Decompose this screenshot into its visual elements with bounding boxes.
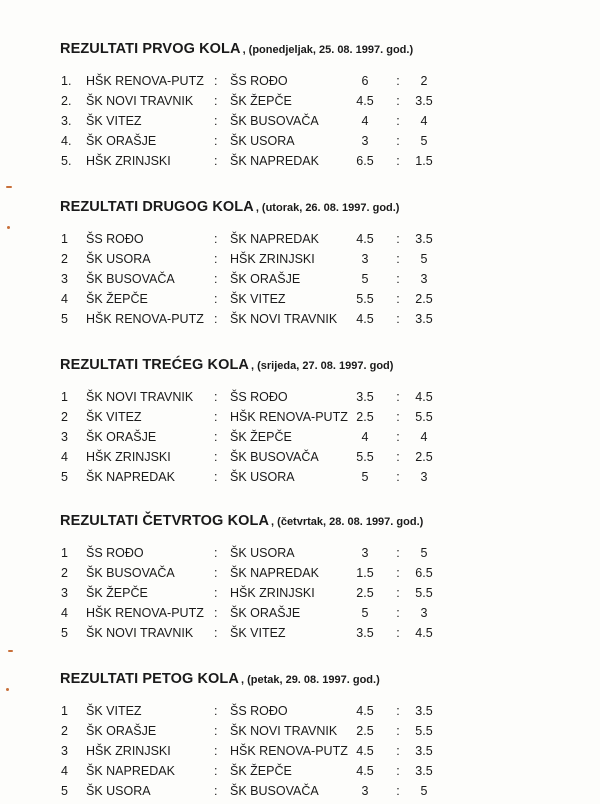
team-separator: : <box>214 312 218 326</box>
team-separator: : <box>214 606 218 620</box>
score-separator: : <box>396 410 400 424</box>
away-score: 6.5 <box>415 566 433 580</box>
round-heading <box>60 670 380 688</box>
away-score: 4.5 <box>415 626 433 640</box>
away-score: 5 <box>420 784 428 798</box>
team-separator: : <box>214 546 218 560</box>
away-team: ŠK VITEZ <box>230 626 286 640</box>
match-row <box>0 744 600 764</box>
away-score: 3.5 <box>415 744 433 758</box>
home-score: 3.5 <box>356 390 374 404</box>
away-team: ŠK USORA <box>230 470 295 484</box>
away-score: 5.5 <box>415 724 433 738</box>
away-team: ŠK NAPREDAK <box>230 232 319 246</box>
match-row <box>0 134 600 154</box>
match-number: 1 <box>61 390 68 404</box>
scan-mark <box>6 688 9 691</box>
home-team: HŠK RENOVA-PUTZ <box>86 312 204 326</box>
home-score: 4.5 <box>356 744 374 758</box>
home-score: 3 <box>361 784 369 798</box>
match-number: 5 <box>61 784 68 798</box>
score-separator: : <box>396 764 400 778</box>
match-row <box>0 704 600 724</box>
team-separator: : <box>214 134 218 148</box>
home-team: ŠS ROĐO <box>86 546 144 560</box>
away-score: 4 <box>420 114 428 128</box>
match-row <box>0 626 600 646</box>
away-score: 3.5 <box>415 764 433 778</box>
home-score: 2.5 <box>356 724 374 738</box>
match-row <box>0 586 600 606</box>
score-separator: : <box>396 94 400 108</box>
team-separator: : <box>214 272 218 286</box>
home-score: 3 <box>361 252 369 266</box>
away-team: ŠK ORAŠJE <box>230 606 301 620</box>
team-separator: : <box>214 470 218 484</box>
round-title: REZULTATI TREĆEG KOLA <box>60 357 249 373</box>
away-score: 5.5 <box>415 586 433 600</box>
match-number: 3 <box>61 272 68 286</box>
score-separator: : <box>396 724 400 738</box>
away-team: ŠK NAPREDAK <box>230 566 319 580</box>
home-team: HŠK RENOVA-PUTZ <box>86 74 204 88</box>
match-row <box>0 232 600 252</box>
score-separator: : <box>396 546 400 560</box>
home-team: ŠS ROĐO <box>86 232 144 246</box>
team-separator: : <box>214 704 218 718</box>
score-separator: : <box>396 606 400 620</box>
away-score: 5 <box>420 252 428 266</box>
home-score: 4.5 <box>356 704 374 718</box>
match-number: 3 <box>61 430 68 444</box>
team-separator: : <box>214 724 218 738</box>
away-team: HŠK ZRINJSKI <box>230 586 315 600</box>
team-separator: : <box>214 410 218 424</box>
home-score: 5 <box>361 272 369 286</box>
round-date: , (utorak, 26. 08. 1997. god.) <box>255 202 400 214</box>
match-row <box>0 390 600 410</box>
score-separator: : <box>396 784 400 798</box>
score-separator: : <box>396 232 400 246</box>
away-score: 3 <box>420 272 428 286</box>
score-separator: : <box>396 586 400 600</box>
score-separator: : <box>396 566 400 580</box>
home-score: 2.5 <box>356 586 374 600</box>
home-team: ŠK NOVI TRAVNIK <box>86 390 194 404</box>
round-date: , (srijeda, 27. 08. 1997. god) <box>250 360 394 372</box>
match-number: 2 <box>61 410 68 424</box>
away-team: ŠS ROĐO <box>230 390 288 404</box>
away-score: 4.5 <box>415 390 433 404</box>
away-team: ŠS ROĐO <box>230 704 288 718</box>
home-team: ŠK VITEZ <box>86 704 142 718</box>
scan-mark <box>6 186 12 188</box>
match-number: 5 <box>61 312 68 326</box>
away-team: ŠK USORA <box>230 134 295 148</box>
home-score: 4 <box>361 114 369 128</box>
score-separator: : <box>396 272 400 286</box>
away-team: ŠK NOVI TRAVNIK <box>230 724 338 738</box>
home-team: HŠK ZRINJSKI <box>86 154 171 168</box>
away-score: 5.5 <box>415 410 433 424</box>
team-separator: : <box>214 450 218 464</box>
match-number: 5 <box>61 470 68 484</box>
team-separator: : <box>214 586 218 600</box>
match-row <box>0 114 600 134</box>
match-number: 1 <box>61 704 68 718</box>
away-team: ŠK BUSOVAČA <box>230 784 319 798</box>
home-team: ŠK NAPREDAK <box>86 470 175 484</box>
home-score: 5.5 <box>356 292 374 306</box>
match-number: 3 <box>61 744 68 758</box>
away-team: ŠK NAPREDAK <box>230 154 319 168</box>
round-title: REZULTATI PETOG KOLA <box>60 671 239 687</box>
away-team: ŠK ŽEPČE <box>230 94 292 108</box>
scan-mark <box>7 226 10 229</box>
match-number: 1. <box>61 74 72 88</box>
round-heading <box>60 198 399 216</box>
home-score: 4.5 <box>356 312 374 326</box>
away-score: 3.5 <box>415 94 433 108</box>
home-score: 4.5 <box>356 94 374 108</box>
match-row <box>0 450 600 470</box>
home-team: ŠK ORAŠJE <box>86 134 157 148</box>
match-row <box>0 154 600 174</box>
home-team: ŠK BUSOVAČA <box>86 566 175 580</box>
team-separator: : <box>214 154 218 168</box>
match-row <box>0 470 600 490</box>
score-separator: : <box>396 470 400 484</box>
team-separator: : <box>214 764 218 778</box>
round-heading <box>60 40 413 58</box>
score-separator: : <box>396 744 400 758</box>
team-separator: : <box>214 784 218 798</box>
home-team: ŠK USORA <box>86 784 151 798</box>
match-number: 1 <box>61 546 68 560</box>
match-row <box>0 74 600 94</box>
home-score: 3 <box>361 546 369 560</box>
home-score: 6.5 <box>356 154 374 168</box>
away-team: ŠK USORA <box>230 546 295 560</box>
away-team: ŠK ŽEPČE <box>230 430 292 444</box>
away-team: ŠK ORAŠJE <box>230 272 301 286</box>
match-number: 4 <box>61 292 68 306</box>
home-team: ŠK BUSOVAČA <box>86 272 175 286</box>
home-score: 4 <box>361 430 369 444</box>
home-score: 4.5 <box>356 764 374 778</box>
home-team: HŠK RENOVA-PUTZ <box>86 606 204 620</box>
away-score: 2.5 <box>415 292 433 306</box>
round-heading <box>60 356 393 374</box>
home-team: ŠK VITEZ <box>86 114 142 128</box>
team-separator: : <box>214 566 218 580</box>
away-team: HŠK RENOVA-PUTZ <box>230 744 348 758</box>
match-number: 1 <box>61 232 68 246</box>
match-row <box>0 764 600 784</box>
home-score: 5 <box>361 606 369 620</box>
score-separator: : <box>396 292 400 306</box>
scan-mark <box>8 650 13 652</box>
team-separator: : <box>214 114 218 128</box>
match-row <box>0 606 600 626</box>
team-separator: : <box>214 94 218 108</box>
round-date: , (četvrtak, 28. 08. 1997. god.) <box>271 516 424 528</box>
away-score: 5 <box>420 546 428 560</box>
home-team: ŠK ORAŠJE <box>86 430 157 444</box>
home-score: 4.5 <box>356 232 374 246</box>
away-team: HŠK RENOVA-PUTZ <box>230 410 348 424</box>
team-separator: : <box>214 292 218 306</box>
match-row <box>0 272 600 292</box>
score-separator: : <box>396 134 400 148</box>
round-title: REZULTATI PRVOG KOLA <box>60 41 241 57</box>
score-separator: : <box>396 626 400 640</box>
away-team: ŠK BUSOVAČA <box>230 450 319 464</box>
away-score: 3.5 <box>415 312 433 326</box>
match-number: 2 <box>61 252 68 266</box>
score-separator: : <box>396 450 400 464</box>
away-team: ŠK BUSOVAČA <box>230 114 319 128</box>
home-team: ŠK ŽEPČE <box>86 586 148 600</box>
away-team: HŠK ZRINJSKI <box>230 252 315 266</box>
round-title: REZULTATI DRUGOG KOLA <box>60 199 254 215</box>
team-separator: : <box>214 430 218 444</box>
match-number: 3. <box>61 114 72 128</box>
home-team: ŠK NOVI TRAVNIK <box>86 626 194 640</box>
away-score: 5 <box>420 134 428 148</box>
match-row <box>0 566 600 586</box>
score-separator: : <box>396 74 400 88</box>
match-row <box>0 430 600 450</box>
away-score: 3.5 <box>415 232 433 246</box>
match-number: 2 <box>61 724 68 738</box>
match-number: 3 <box>61 586 68 600</box>
home-team: ŠK VITEZ <box>86 410 142 424</box>
team-separator: : <box>214 252 218 266</box>
home-score: 3.5 <box>356 626 374 640</box>
score-separator: : <box>396 704 400 718</box>
away-score: 2 <box>420 74 428 88</box>
home-score: 1.5 <box>356 566 374 580</box>
match-number: 2. <box>61 94 72 108</box>
away-team: ŠK ŽEPČE <box>230 764 292 778</box>
score-separator: : <box>396 252 400 266</box>
away-team: ŠK NOVI TRAVNIK <box>230 312 338 326</box>
match-number: 4 <box>61 764 68 778</box>
away-score: 4 <box>420 430 428 444</box>
round-date: , (petak, 29. 08. 1997. god.) <box>240 674 380 686</box>
match-number: 4 <box>61 450 68 464</box>
home-team: ŠK ORAŠJE <box>86 724 157 738</box>
away-score: 3.5 <box>415 704 433 718</box>
away-team: ŠK VITEZ <box>230 292 286 306</box>
home-score: 5.5 <box>356 450 374 464</box>
away-score: 3 <box>420 606 428 620</box>
away-team: ŠS ROĐO <box>230 74 288 88</box>
team-separator: : <box>214 626 218 640</box>
team-separator: : <box>214 74 218 88</box>
round-date: , (ponedjeljak, 25. 08. 1997. god.) <box>242 44 414 56</box>
score-separator: : <box>396 390 400 404</box>
home-team: HŠK ZRINJSKI <box>86 450 171 464</box>
match-row <box>0 410 600 430</box>
match-row <box>0 292 600 312</box>
match-number: 4 <box>61 606 68 620</box>
round-title: REZULTATI ČETVRTOG KOLA <box>60 513 270 529</box>
away-score: 2.5 <box>415 450 433 464</box>
team-separator: : <box>214 232 218 246</box>
team-separator: : <box>214 744 218 758</box>
round-heading <box>60 512 423 530</box>
home-team: ŠK USORA <box>86 252 151 266</box>
score-separator: : <box>396 154 400 168</box>
match-row <box>0 252 600 272</box>
match-row <box>0 724 600 744</box>
match-row <box>0 784 600 804</box>
match-number: 4. <box>61 134 72 148</box>
match-row <box>0 94 600 114</box>
home-team: ŠK NAPREDAK <box>86 764 175 778</box>
home-score: 3 <box>361 134 369 148</box>
home-score: 6 <box>361 74 369 88</box>
home-score: 5 <box>361 470 369 484</box>
score-separator: : <box>396 114 400 128</box>
match-number: 2 <box>61 566 68 580</box>
match-row <box>0 312 600 332</box>
away-score: 3 <box>420 470 428 484</box>
home-team: HŠK ZRINJSKI <box>86 744 171 758</box>
score-separator: : <box>396 430 400 444</box>
home-score: 2.5 <box>356 410 374 424</box>
score-separator: : <box>396 312 400 326</box>
match-row <box>0 546 600 566</box>
match-number: 5. <box>61 154 72 168</box>
match-number: 5 <box>61 626 68 640</box>
away-score: 1.5 <box>415 154 433 168</box>
home-team: ŠK ŽEPČE <box>86 292 148 306</box>
home-team: ŠK NOVI TRAVNIK <box>86 94 194 108</box>
team-separator: : <box>214 390 218 404</box>
